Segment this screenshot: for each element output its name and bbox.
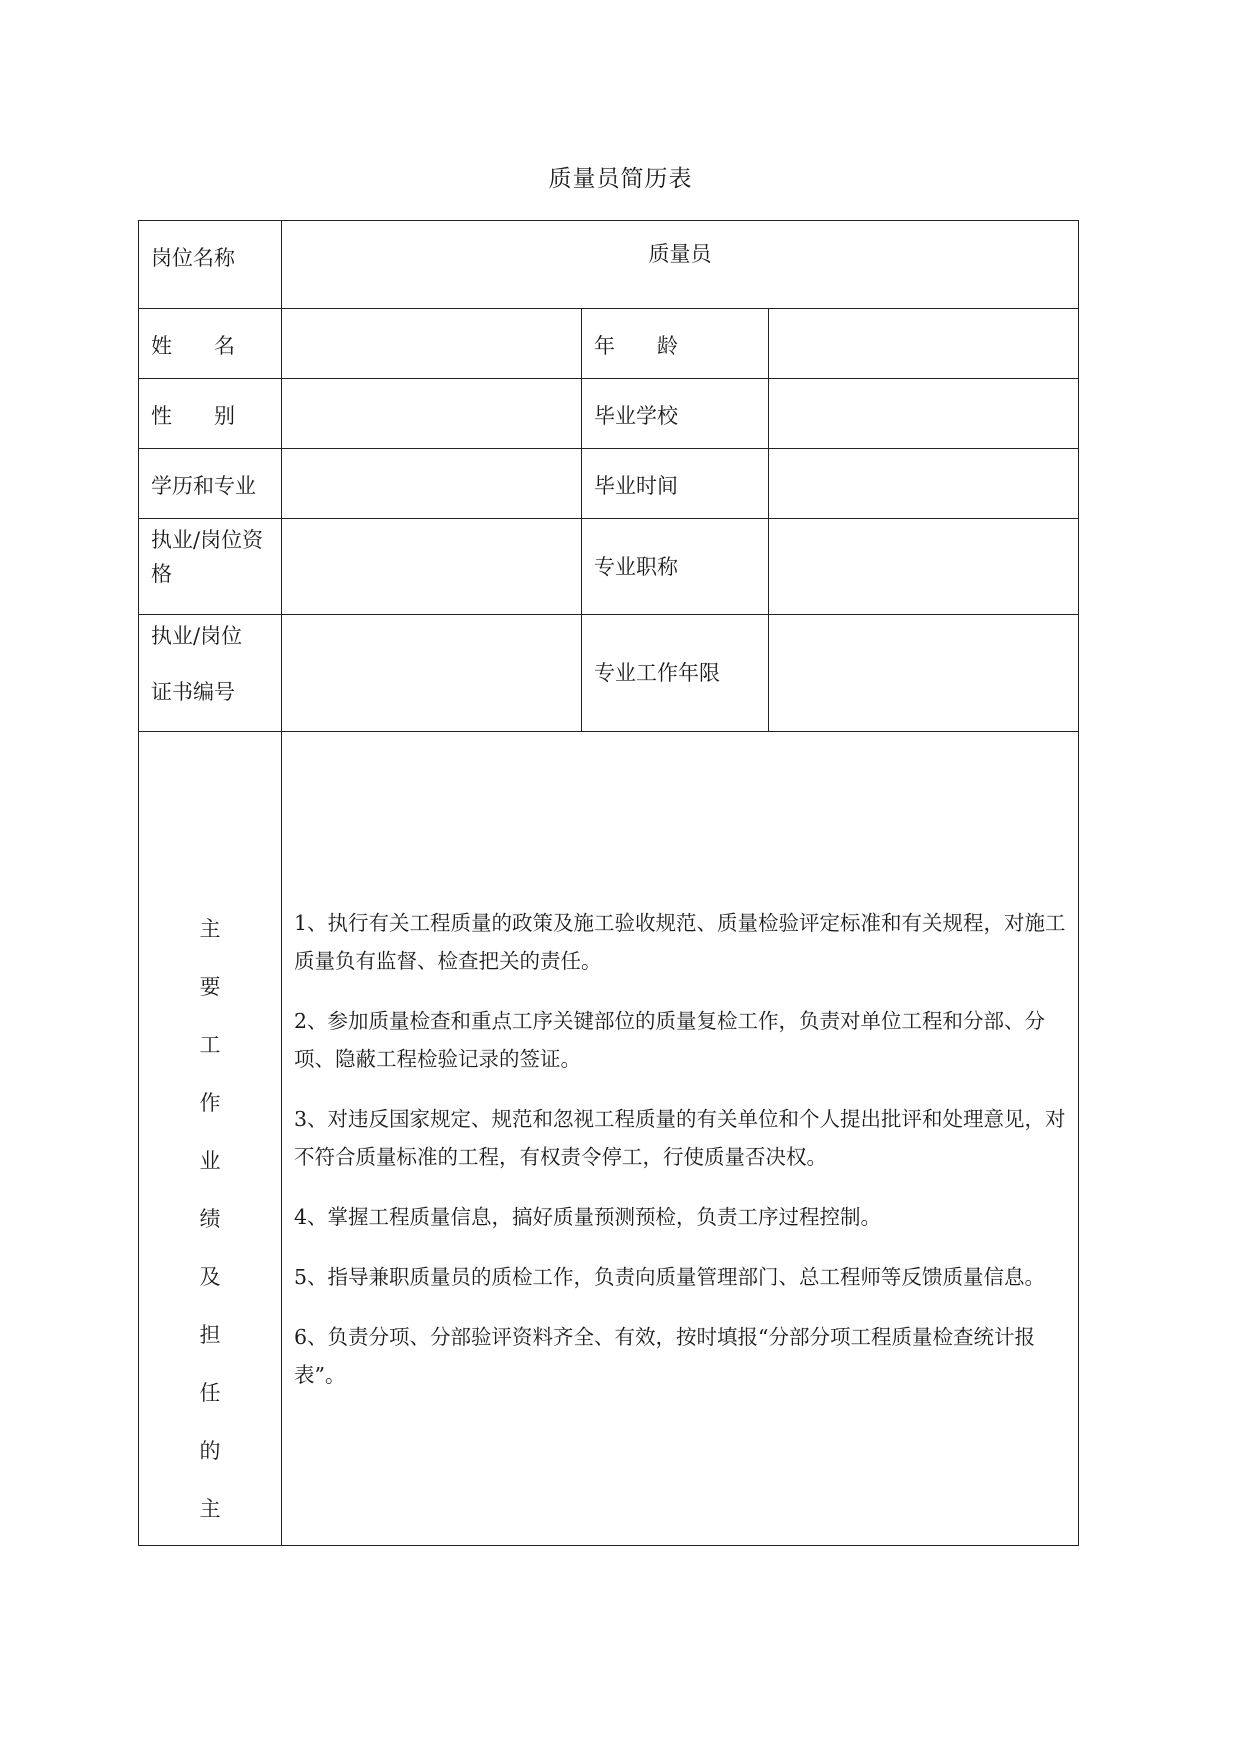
cert-no-field[interactable] bbox=[282, 615, 582, 732]
years-label: 专业工作年限 bbox=[582, 615, 769, 732]
duty-item: 3、对违反国家规定、规范和忽视工程质量的有关单位和个人提出批评和处理意见，对不符合质量标准的工程，有权责令停工，行使质量否决权。 bbox=[294, 1107, 1066, 1169]
title-label: 专业职称 bbox=[582, 519, 769, 615]
grad-time-field[interactable] bbox=[769, 449, 1079, 519]
education-field[interactable] bbox=[282, 449, 582, 519]
duties-label-char: 主 bbox=[199, 917, 221, 941]
duties-label-char: 任 bbox=[199, 1381, 221, 1405]
name-field[interactable] bbox=[282, 309, 582, 379]
duties-label bbox=[139, 732, 282, 1546]
qualification-label-line2: 格 bbox=[151, 562, 172, 586]
school-label: 毕业学校 bbox=[582, 379, 769, 449]
age-field[interactable] bbox=[769, 309, 1079, 379]
row-education-gradtime bbox=[139, 449, 1079, 519]
cert-no-label bbox=[139, 615, 282, 732]
row-duties bbox=[139, 732, 1079, 1546]
position-value: 质量员 bbox=[282, 221, 1079, 309]
cert-no-label-line1: 执业/岗位 bbox=[151, 624, 243, 648]
duties-label-char: 及 bbox=[199, 1265, 221, 1289]
duties-label-char: 主 bbox=[199, 1497, 221, 1521]
age-label: 年 龄 bbox=[582, 309, 769, 379]
duty-item: 5、指导兼职质量员的质检工作，负责向质量管理部门、总工程师等反馈质量信息。 bbox=[294, 1265, 1046, 1289]
row-certno-years bbox=[139, 615, 1079, 732]
duty-item: 6、负责分项、分部验评资料齐全、有效，按时填报“分部分项工程质量检查统计报表”。 bbox=[294, 1325, 1036, 1387]
row-gender-school bbox=[139, 379, 1079, 449]
duties-label-char: 要 bbox=[199, 975, 221, 999]
row-name-age bbox=[139, 309, 1079, 379]
duties-label-char: 工 bbox=[199, 1033, 221, 1057]
duties-content bbox=[282, 732, 1079, 1546]
duties-label-char: 作 bbox=[199, 1091, 221, 1115]
qualification-label-line1: 执业/岗位资 bbox=[151, 528, 264, 552]
grad-time-label: 毕业时间 bbox=[582, 449, 769, 519]
qualification-field[interactable] bbox=[282, 519, 582, 615]
duty-item: 4、掌握工程质量信息，搞好质量预测预检，负责工序过程控制。 bbox=[294, 1205, 882, 1229]
title-field[interactable] bbox=[769, 519, 1079, 615]
duties-label-char: 绩 bbox=[199, 1207, 221, 1231]
row-qualification-title bbox=[139, 519, 1079, 615]
gender-label: 性 别 bbox=[139, 379, 282, 449]
resume-form-table bbox=[138, 220, 1079, 1546]
document-title: 质量员简历表 bbox=[548, 166, 693, 192]
cert-no-label-line2: 证书编号 bbox=[151, 680, 235, 704]
gender-field[interactable] bbox=[282, 379, 582, 449]
duties-label-char: 的 bbox=[199, 1439, 221, 1463]
name-label: 姓 名 bbox=[139, 309, 282, 379]
duty-item: 2、参加质量检查和重点工序关键部位的质量复检工作，负责对单位工程和分部、分项、隐蔽工程检验记录的签证。 bbox=[294, 1009, 1046, 1071]
years-field[interactable] bbox=[769, 615, 1079, 732]
duties-label-char: 业 bbox=[199, 1149, 221, 1173]
position-label: 岗位名称 bbox=[139, 221, 282, 309]
school-field[interactable] bbox=[769, 379, 1079, 449]
duties-label-column bbox=[151, 900, 269, 1538]
duties-label-char: 担 bbox=[199, 1323, 221, 1347]
row-position bbox=[139, 221, 1079, 309]
qualification-label bbox=[139, 519, 282, 615]
education-label: 学历和专业 bbox=[139, 449, 282, 519]
duty-item: 1、执行有关工程质量的政策及施工验收规范、质量检验评定标准和有关规程，对施工质量负有监督、检查把关的责任。 bbox=[294, 911, 1066, 973]
